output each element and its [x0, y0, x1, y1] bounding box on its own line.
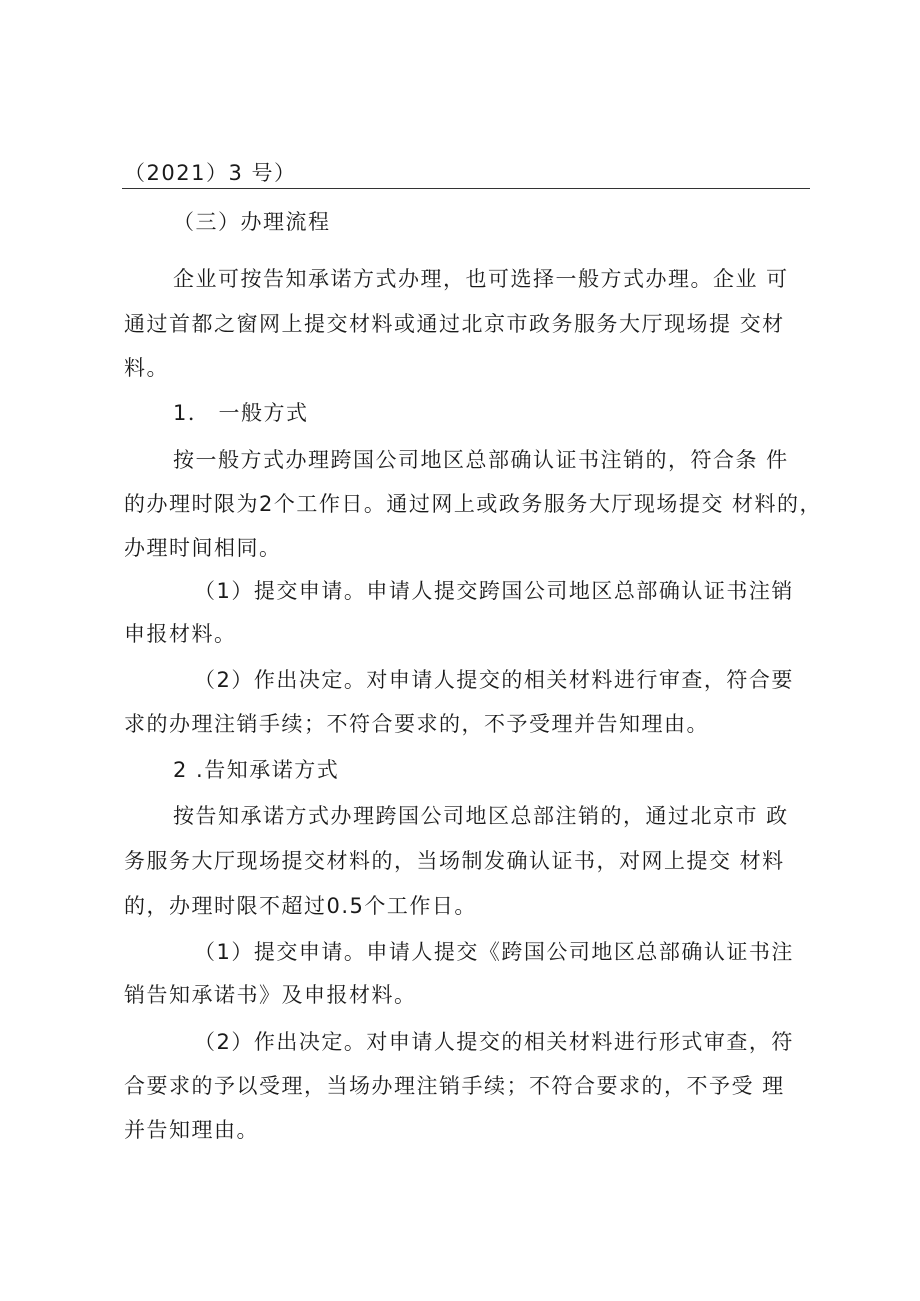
paragraph-line: 按告知承诺方式办理跨国公司地区总部注销的，通过北京市 政	[173, 804, 789, 828]
section-heading: （三）办理流程	[173, 210, 331, 234]
paragraph-line: 并告知理由。	[124, 1118, 259, 1142]
paragraph-line: 申报材料。	[124, 622, 237, 646]
paragraph-line: 的办理时限为2个工作日。通过网上或政务服务大厅现场提交 材料的，	[124, 492, 823, 516]
paragraph-line: 销告知承诺书》及申报材料。	[124, 983, 417, 1007]
paragraph-line: 企业可按告知承诺方式办理，也可选择一般方式办理。企业 可	[173, 267, 789, 291]
paragraph-line: 务服务大厅现场提交材料的，当场制发确认证书，对网上提交 材料	[124, 849, 785, 873]
paragraph-line: 合要求的予以受理，当场办理注销手续；不符合要求的，不予受 理	[124, 1074, 785, 1098]
paragraph-line: 的，办理时限不超过0.5个工作日。	[124, 894, 477, 918]
paragraph-line: 通过首都之窗网上提交材料或通过北京市政务服务大厅现场提 交材	[124, 312, 785, 336]
paragraph-line: （2）作出决定。对申请人提交的相关材料进行审查，符合要	[194, 668, 794, 692]
paragraph-line: （1）提交申请。申请人提交《跨国公司地区总部确认证书注	[194, 940, 794, 964]
document-number-line: （2021）3 号）	[124, 161, 297, 185]
paragraph-line: （1）提交申请。申请人提交跨国公司地区总部确认证书注销	[194, 579, 794, 603]
subsection-heading: 1． 一般方式	[173, 401, 309, 425]
paragraph-line: 料。	[124, 356, 169, 380]
paragraph-line: 办理时间相同。	[124, 536, 282, 560]
subsection-heading: 2 .告知承诺方式	[173, 758, 340, 782]
header-divider	[122, 188, 810, 189]
paragraph-line: （2）作出决定。对申请人提交的相关材料进行形式审查，符	[194, 1030, 794, 1054]
paragraph-line: 按一般方式办理跨国公司地区总部确认证书注销的，符合条 件	[173, 448, 789, 472]
paragraph-line: 求的办理注销手续；不符合要求的，不予受理并告知理由。	[124, 712, 709, 736]
